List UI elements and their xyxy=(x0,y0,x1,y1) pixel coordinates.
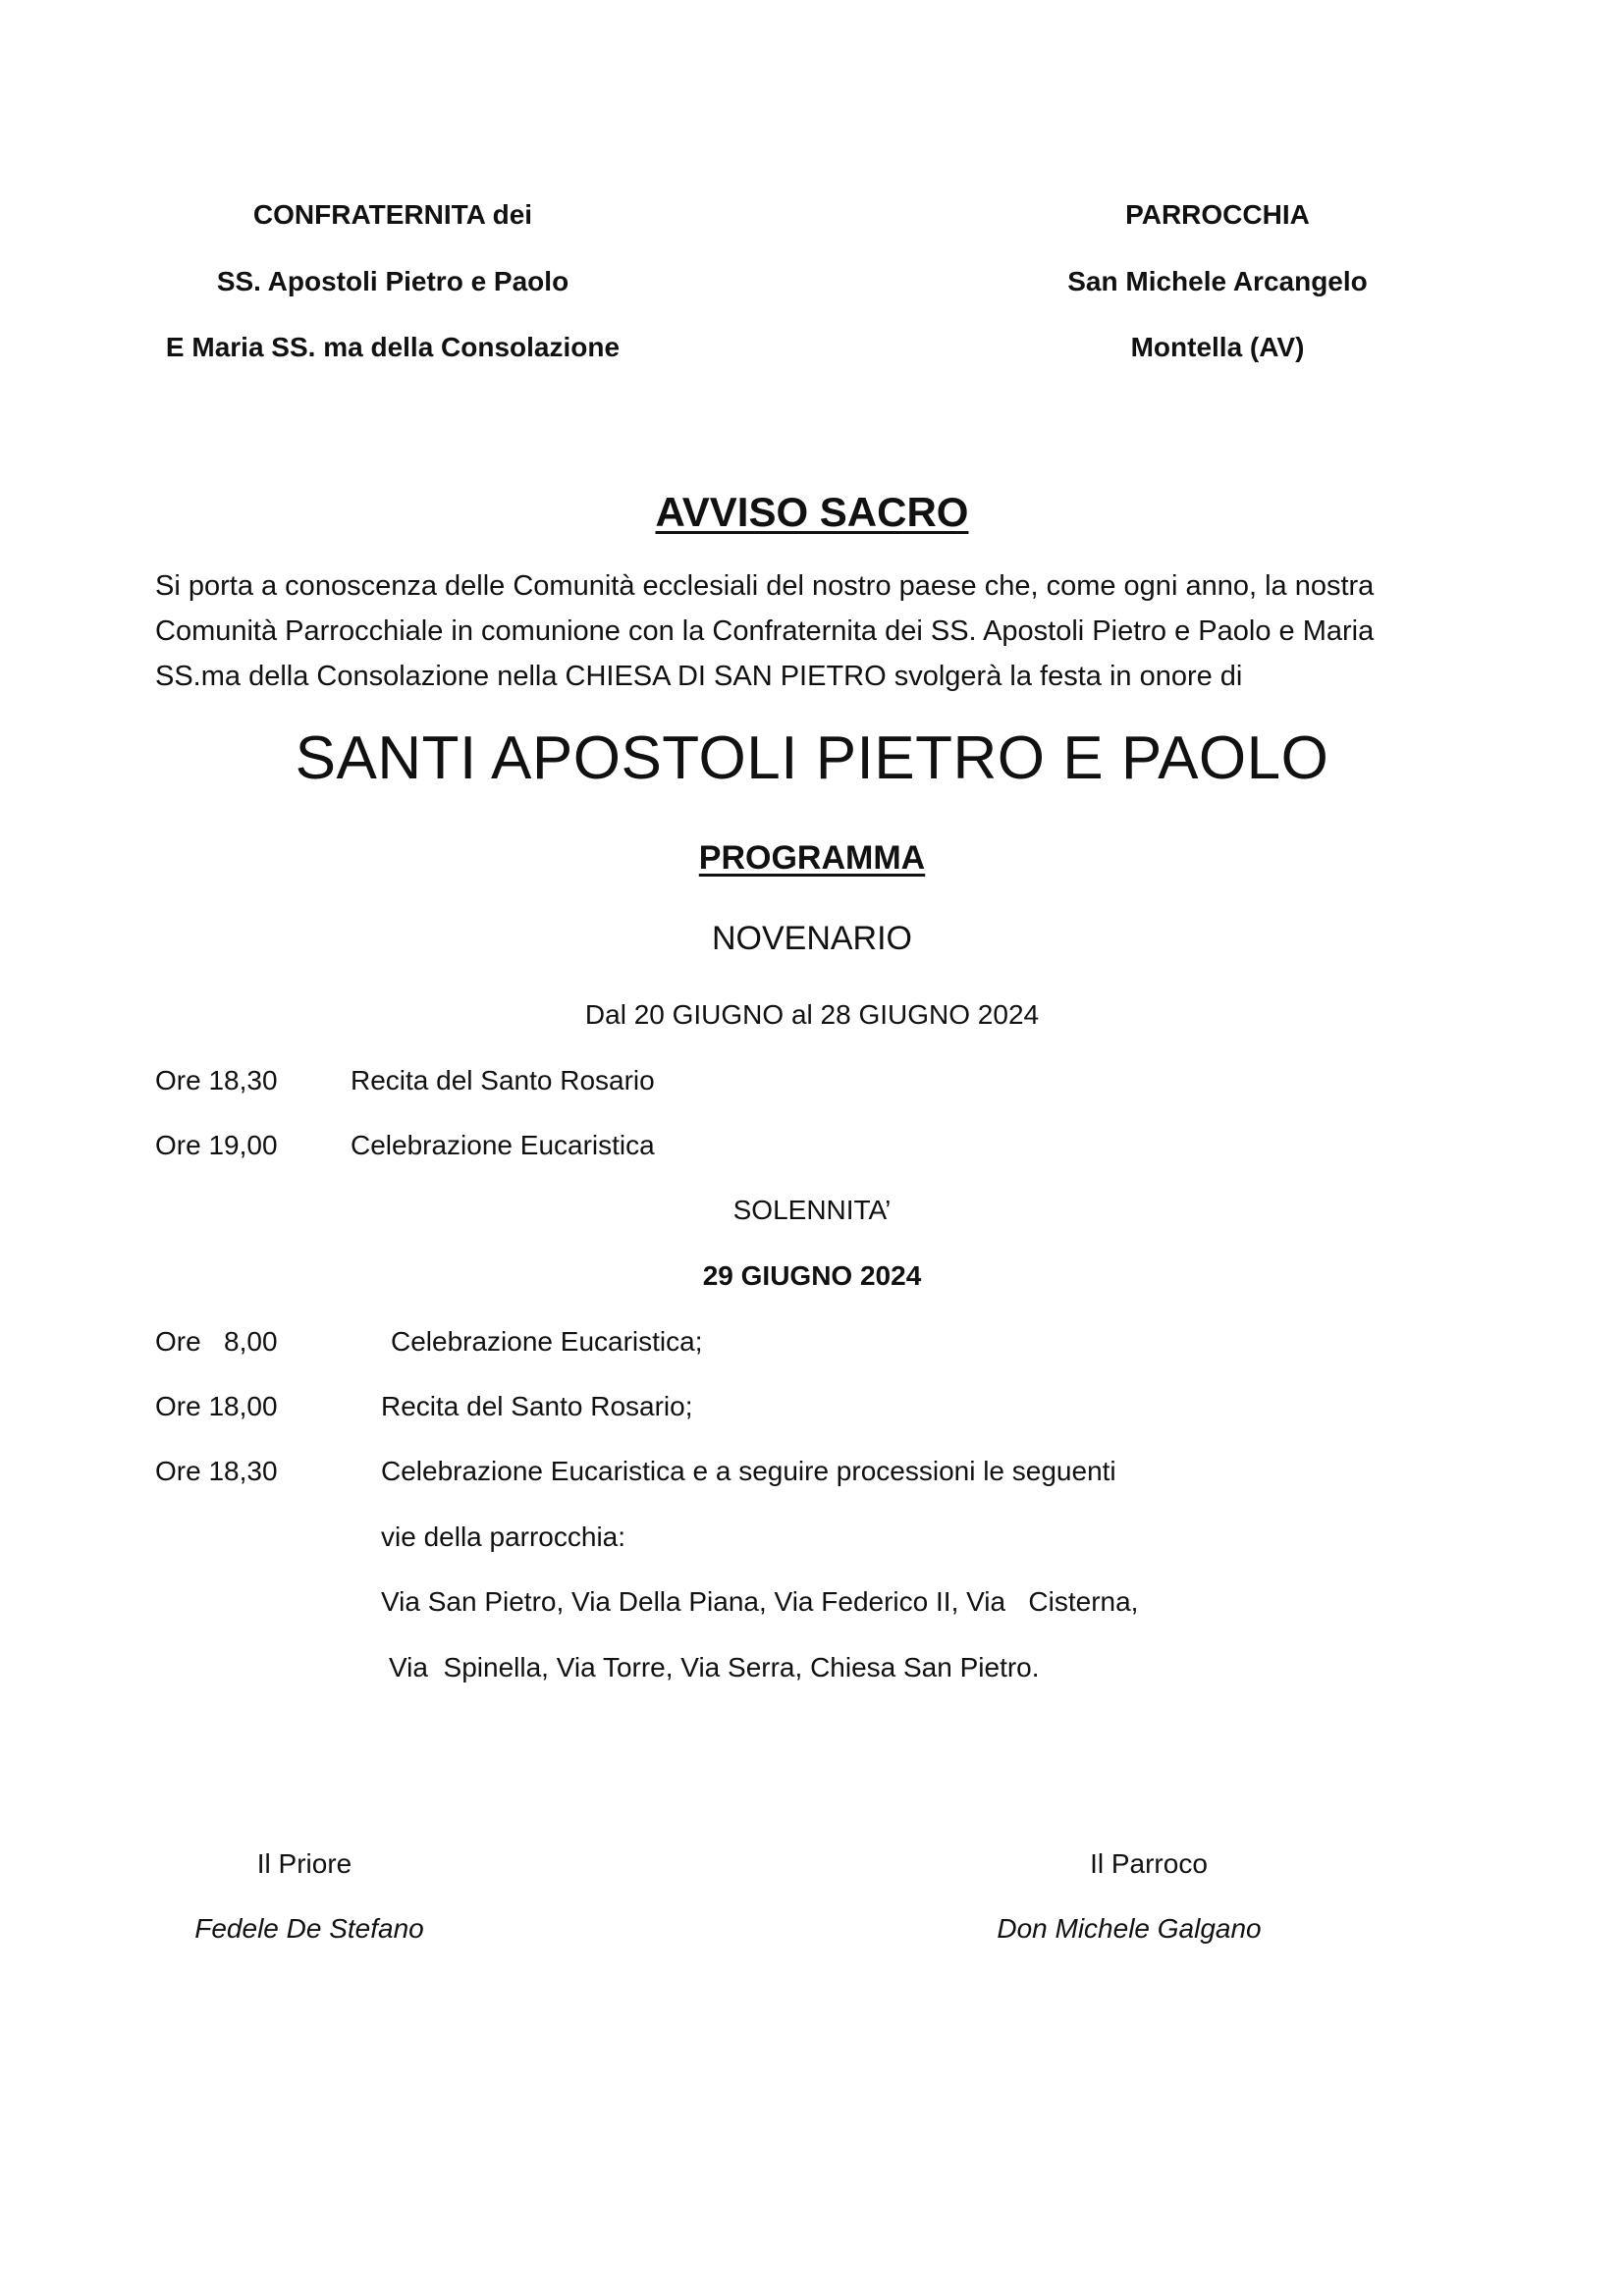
program-heading: PROGRAMMA xyxy=(698,839,926,877)
feast-title: SANTI APOSTOLI PIETRO E PAOLO xyxy=(295,724,1329,792)
schedule-activity: Celebrazione Eucaristica; xyxy=(391,1326,703,1357)
schedule-time: Ore 18,00 xyxy=(155,1391,278,1421)
schedule-time: Ore 18,30 xyxy=(155,1065,278,1095)
parrocchia-line-3: Montella (AV) xyxy=(1130,332,1305,362)
notice-paragraph-line: Comunità Parrocchiale in comunione con la Confraternita dei SS. Apostoli Pietro e Paolo e Maria xyxy=(155,615,1375,647)
confraternita-line-2: SS. Apostoli Pietro e Paolo xyxy=(216,266,569,296)
parrocchia-line-2: San Michele Arcangelo xyxy=(1067,266,1368,296)
signature-name-parroco: Don Michele Galgano xyxy=(997,1913,1262,1944)
schedule-time: Ore 19,00 xyxy=(155,1130,278,1160)
signature-role-priore: Il Priore xyxy=(256,1848,352,1879)
novenario-title: NOVENARIO xyxy=(711,920,913,957)
parrocchia-line-1: PARROCCHIA xyxy=(1125,199,1310,230)
notice-paragraph-line: Si porta a conoscenza delle Comunità ecclesiali del nostro paese che, come ogni anno, la nostra xyxy=(155,570,1375,602)
solennita-date: 29 GIUGNO 2024 xyxy=(702,1260,922,1291)
notice-paragraph xyxy=(155,563,1476,699)
schedule-activity: Recita del Santo Rosario; xyxy=(381,1391,693,1421)
schedule-time: Ore 8,00 xyxy=(155,1326,278,1357)
novenario-dates: Dal 20 GIUGNO al 28 GIUGNO 2024 xyxy=(584,999,1040,1030)
confraternita-line-3: E Maria SS. ma della Consolazione xyxy=(165,332,621,362)
notice-paragraph-line: SS.ma della Consolazione nella CHIESA DI SAN PIETRO svolgerà la festa in onore di xyxy=(155,661,1243,692)
notice-title: AVVISO SACRO xyxy=(655,489,969,535)
confraternita-line-1: CONFRATERNITA dei xyxy=(252,199,533,230)
solennita-title: SOLENNITA’ xyxy=(732,1195,892,1225)
procession-streets-line: Via San Pietro, Via Della Piana, Via Federico II, Via Cisterna, xyxy=(381,1586,1139,1617)
schedule-time: Ore 18,30 xyxy=(155,1456,278,1486)
procession-streets-line: Via Spinella, Via Torre, Via Serra, Chiesa San Pietro. xyxy=(389,1652,1040,1682)
procession-text-line: vie della parrocchia: xyxy=(381,1522,626,1552)
schedule-activity: Celebrazione Eucaristica xyxy=(351,1130,655,1160)
signature-role-parroco: Il Parroco xyxy=(1090,1848,1208,1879)
signature-name-priore: Fedele De Stefano xyxy=(194,1913,424,1944)
schedule-activity: Recita del Santo Rosario xyxy=(351,1065,655,1095)
schedule-activity: Celebrazione Eucaristica e a seguire processioni le seguenti xyxy=(381,1456,1116,1486)
